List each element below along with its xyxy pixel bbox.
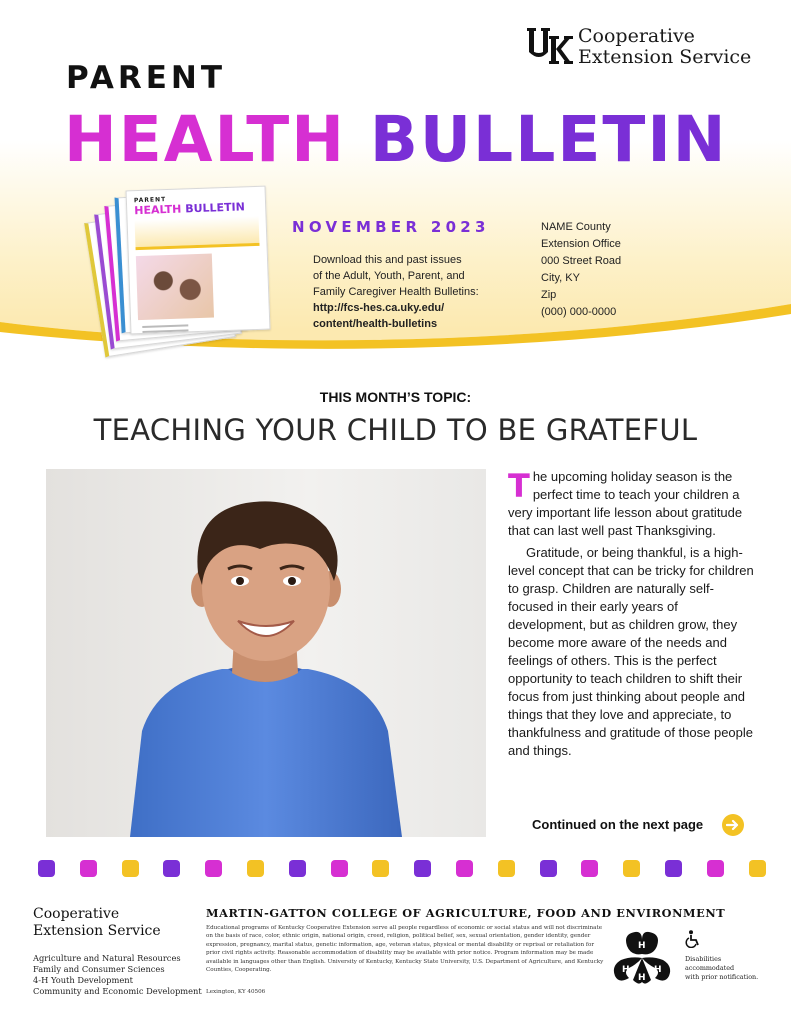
wheelchair-accessibility-icon bbox=[685, 930, 701, 948]
department-item: Family and Consumer Sciences bbox=[33, 964, 165, 974]
paragraph-1-text: he upcoming holiday season is the perfect time to teach your children a very important life lesson about gratitude that can last well past Thanksgiving. bbox=[508, 469, 743, 538]
drop-cap: T bbox=[508, 467, 530, 505]
decorative-dot bbox=[38, 860, 55, 877]
thumbnail-photo bbox=[136, 254, 214, 321]
department-item: Agriculture and Natural Resources bbox=[33, 953, 181, 963]
org-name-header bbox=[578, 26, 751, 68]
article-paragraph-1 bbox=[508, 468, 758, 540]
download-note bbox=[313, 252, 479, 332]
accessibility-note bbox=[685, 955, 758, 982]
decorative-dot bbox=[247, 860, 264, 877]
footer-org-line2: Extension Service bbox=[33, 923, 161, 939]
bulletin-stack-illustration bbox=[94, 188, 284, 338]
download-line: Download this and past issues bbox=[313, 254, 462, 266]
thumbnail-band bbox=[135, 216, 260, 250]
decorative-dot bbox=[749, 860, 766, 877]
article-body bbox=[508, 468, 758, 760]
footer-address: Lexington, KY 40506 bbox=[206, 989, 266, 995]
office-line: NAME County bbox=[541, 221, 611, 233]
continued-link[interactable]: Continued on the next page bbox=[532, 817, 704, 832]
decorative-dot bbox=[205, 860, 222, 877]
decorative-dot bbox=[372, 860, 389, 877]
access-line: Disabilities bbox=[685, 955, 722, 963]
thumbnail-bulletin-word: BULLETIN bbox=[184, 200, 246, 216]
decorative-dot bbox=[540, 860, 557, 877]
thumbnail-health-word: HEALTH bbox=[134, 202, 182, 218]
decorative-dot bbox=[414, 860, 431, 877]
access-line: accommodated bbox=[685, 964, 735, 972]
title-parent: PARENT bbox=[66, 60, 227, 96]
org-name-line2: Extension Service bbox=[578, 46, 752, 68]
department-item: 4-H Youth Development bbox=[33, 975, 133, 985]
4h-clover-icon bbox=[609, 928, 675, 988]
bulletin-url-line2[interactable]: content/health-bulletins bbox=[313, 318, 438, 330]
office-line: Extension Office bbox=[541, 238, 621, 250]
title-bulletin-word: BULLETIN bbox=[369, 103, 728, 176]
arrow-right-icon[interactable] bbox=[722, 814, 744, 836]
bulletin-url-line1[interactable]: http://fcs-hes.ca.uky.edu/ bbox=[313, 302, 445, 314]
extension-office-address bbox=[541, 219, 621, 321]
department-item: Community and Economic Development bbox=[33, 986, 202, 996]
topic-title: TEACHING YOUR CHILD TO BE GRATEFUL bbox=[93, 413, 698, 447]
decorative-dot bbox=[80, 860, 97, 877]
decorative-dot-row bbox=[38, 860, 768, 880]
footer-org-name bbox=[33, 906, 161, 940]
svg-text:H: H bbox=[654, 965, 662, 975]
title-health-word: HEALTH bbox=[64, 103, 346, 176]
uk-logo-icon bbox=[527, 26, 573, 66]
svg-text:H: H bbox=[638, 973, 646, 983]
decorative-dot bbox=[707, 860, 724, 877]
decorative-dot bbox=[456, 860, 473, 877]
issue-month: NOVEMBER 2023 bbox=[292, 218, 490, 236]
article-paragraph-2: Gratitude, or being thankful, is a high-level concept that can be tricky for children to grasp. Children are naturally self-focused in their early years of development, but as children grow, they become more aware of the needs and feelings of others. This is the perfect opportunity to teach children to shift their focus from just thinking about people and things that they love and appreciate, to thankfulness and gratitude of those people and things. bbox=[508, 545, 754, 758]
topic-label: THIS MONTH’S TOPIC: bbox=[319, 389, 472, 405]
decorative-dot bbox=[331, 860, 348, 877]
svg-text:H: H bbox=[622, 965, 630, 975]
decorative-dot bbox=[498, 860, 515, 877]
college-name: MARTIN-GATTON COLLEGE OF AGRICULTURE, FOOD AND ENVIRONMENT bbox=[206, 906, 726, 920]
stack-front-sheet bbox=[126, 186, 271, 335]
office-line: Zip bbox=[541, 289, 557, 301]
decorative-dot bbox=[665, 860, 682, 877]
decorative-dot bbox=[163, 860, 180, 877]
office-line: City, KY bbox=[541, 272, 580, 284]
svg-text:H: H bbox=[638, 941, 646, 951]
decorative-dot bbox=[623, 860, 640, 877]
access-line: with prior notification. bbox=[685, 973, 759, 981]
office-phone: (000) 000-0000 bbox=[541, 306, 617, 318]
decorative-dot bbox=[289, 860, 306, 877]
title-health-bulletin bbox=[64, 100, 728, 180]
org-name-line1: Cooperative bbox=[578, 25, 695, 47]
nondiscrimination-statement: Educational programs of Kentucky Cooperative Extension serve all people regardless of economic or social status and will not discriminate on the basis of race, color, ethnic origin, national origin, creed, religion, political belief, sex, sexual orientation, gender identity, gender expression, pregnancy, marital status, genetic information, age, veteran status, physical or mental disability or reprisal or retaliation for prior civil rights activity. Reasonable accommodation of disability may be available with prior notice. Program information may be made available in languages other than English. University of Kentucky, Kentucky State University, U.S. Department of Agriculture, and Kentucky Counties, Cooperating. bbox=[206, 925, 604, 974]
footer-departments bbox=[33, 953, 202, 997]
smiling-boy-photo bbox=[46, 469, 486, 837]
decorative-dot bbox=[122, 860, 139, 877]
download-line: of the Adult, Youth, Parent, and bbox=[313, 270, 465, 282]
footer-org-line1: Cooperative bbox=[33, 906, 120, 922]
download-line: Family Caregiver Health Bulletins: bbox=[313, 286, 479, 298]
office-line: 000 Street Road bbox=[541, 255, 622, 267]
thumbnail-parent: PARENT bbox=[133, 196, 167, 205]
decorative-dot bbox=[581, 860, 598, 877]
